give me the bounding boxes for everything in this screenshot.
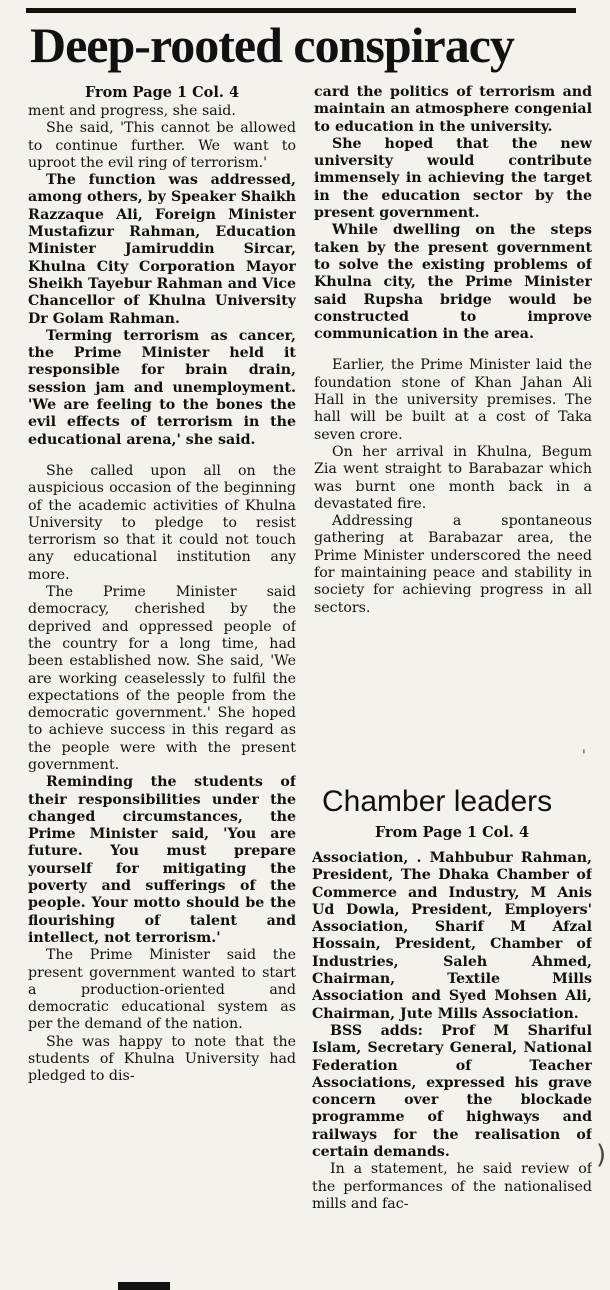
article2-headline: Chamber leaders <box>322 785 553 818</box>
paragraph: Reminding the students of their responsibilities under the changed circumstances, the Prime Minister said, 'You are future. You must prepare yourself for mitigating the poverty and sufferings of the people. Your motto should be the flourishing of talent and intellect, not terrorism.' <box>28 774 296 946</box>
margin-mark: ) <box>596 1140 607 1170</box>
paragraph: She said, 'This cannot be allowed to continue further. We want to uproot the evil ring of terrorism.' <box>28 120 296 171</box>
continuation-line: From Page 1 Col. 4 <box>84 84 240 101</box>
paragraph: Earlier, the Prime Minister laid the foundation stone of Khan Jahan Ali Hall in the university premises. The hall will be built at a cost of Taka seven crore. <box>314 357 592 443</box>
paragraph: ment and progress, she said. <box>28 103 236 119</box>
paragraph: Terming terrorism as cancer, the Prime Minister held it responsible for brain drain, session jam and unemployment. 'We are feeling to the bones the evil effects of terrorism in the educational arena,' she said. <box>28 327 296 448</box>
paragraph: Association, . Mahbubur Rahman, President, The Dhaka Chamber of Commerce and Industry, M Anis Ud Dowla, President, Employers' Association, Sharif M Afzal Hossain, President, Chamber of Industries, Saleh Ahmed, Chairman, Textile Mills Association and Syed Mohsen Ali, Chairman, Jute Mills Association. <box>312 850 592 1022</box>
article2-continuation-line: From Page 1 Col. 4 <box>374 824 530 841</box>
paragraph: While dwelling on the steps taken by the present government to solve the existing problems of Khulna city, the Prime Minister said Rupsha bridge would be constructed to improve communication in the area. <box>314 222 592 343</box>
article2-column <box>312 850 592 1290</box>
paragraph: The Prime Minister said the present government wanted to start a production-oriented and democratic educational system as per the demand of the nation. <box>28 947 296 1033</box>
article1-right-column <box>314 84 592 790</box>
paragraph: BSS adds: Prof M Shariful Islam, Secretary General, National Federation of Teacher Associations, expressed his grave concern over the blockade programme of highways and railways for the realisation of certain demands. <box>312 1022 592 1161</box>
top-rule <box>26 8 576 13</box>
paragraph: The function was addressed, among others, by Speaker Shaikh Razzaque Ali, Foreign Minister Mustafizur Rahman, Education Minister Jamiruddin Sircar, Khulna City Corporation Mayor Sheikh Tayebur Rahman and Vice Chancellor of Khulna University Dr Golam Rahman. <box>28 172 296 327</box>
cut-off-headline-fragment <box>118 1282 170 1290</box>
paragraph: card the politics of terrorism and maintain an atmosphere congenial to education in the university. <box>314 84 592 135</box>
paragraph: She called upon all on the auspicious occasion of the beginning of the academic activities of Khulna University to pledge to resist terrorism so that it could not touch any educational institution any more. <box>28 462 296 583</box>
paragraph: The Prime Minister said democracy, cherished by the deprived and oppressed people of the country for a long time, had been established now. She said, 'We are working ceaselessly to fulfil the expectations of the people from the democratic government.' She hoped to achieve success in this regard as the people were with the present government. <box>28 584 296 773</box>
paragraph: Addressing a spontaneous gathering at Barabazar area, the Prime Minister underscored the need for maintaining peace and stability in society for achieving progress in all sectors. <box>314 513 592 616</box>
print-speck: ' <box>582 748 586 764</box>
article1-left-column <box>28 84 296 1290</box>
headline: Deep-rooted conspiracy <box>30 17 514 73</box>
paragraph: In a statement, he said review of the performances of the nationalised mills and fac- <box>312 1161 592 1212</box>
paragraph: She was happy to note that the students of Khulna University had pledged to dis- <box>28 1033 296 1085</box>
paragraph: She hoped that the new university would contribute immensely in achieving the target in the education sector by the present government. <box>314 135 592 222</box>
paragraph: On her arrival in Khulna, Begum Zia went straight to Barabazar which was burnt one month back in a devastated fire. <box>314 443 592 512</box>
